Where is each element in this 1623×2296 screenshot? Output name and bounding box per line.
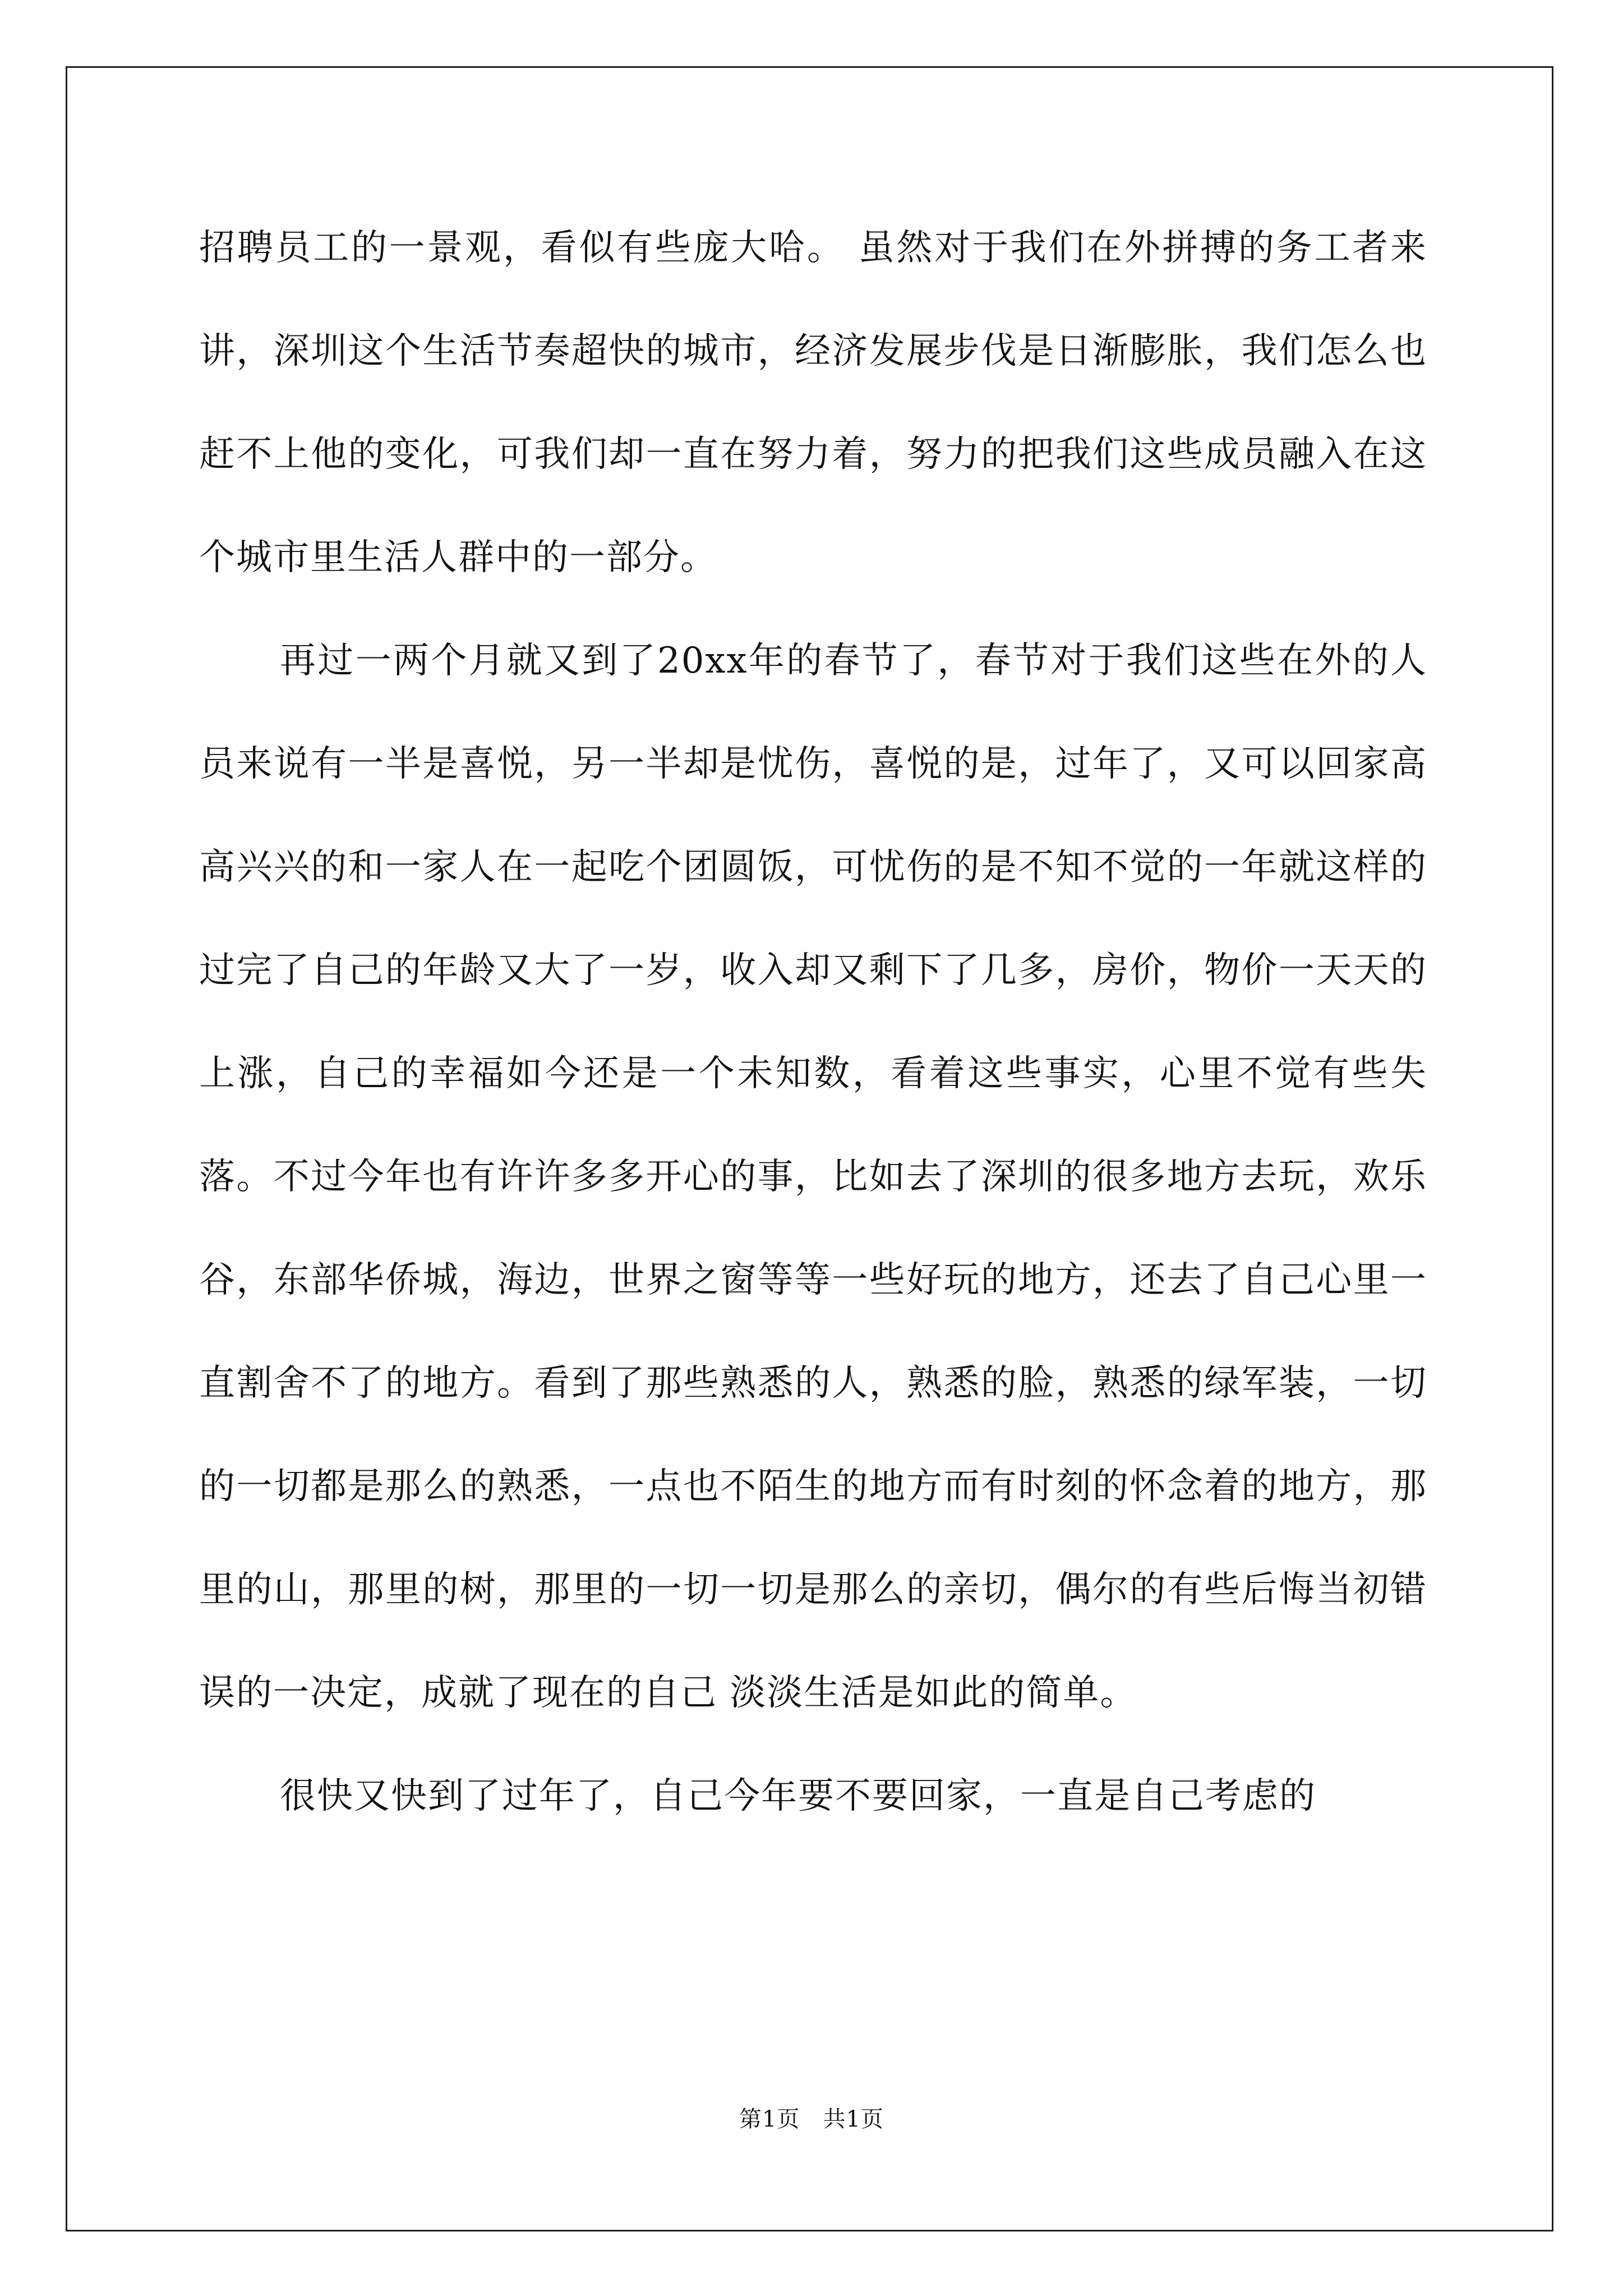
paragraph-1: 招聘员工的一景观，看似有些庞大哈。 虽然对于我们在外拼搏的务工者来讲，深圳这个生活节奏超快的城市，经济发展步伐是日渐膨胀，我们怎么也赶不上他的变化，可我们却一直在努力着，努力的把我们这些成员融入在这个城市里生活人群中的一部分。 [199, 227, 1427, 578]
page-footer: 第1页 共1页 [739, 2106, 884, 2132]
paragraph-2: 再过一两个月就又到了20xx年的春节了，春节对于我们这些在外的人员来说有一半是喜悦，另一半却是忧伤，喜悦的是，过年了，又可以回家高高兴兴的和一家人在一起吃个团圆饭，可忧伤的是不知不觉的一年就这样的过完了自己的年龄又大了一岁，收入却又剩下了几多，房价，物价一天天的上涨，自己的幸福如今还是一个未知数，看着这些事实，心里不觉有些失落。不过今年也有许许多多开心的事，比如去了深圳的很多地方去玩，欢乐谷，东部华侨城，海边，世界之窗等等一些好玩的地方，还去了自己心里一直割舍不了的地方。看到了那些熟悉的人，熟悉的脸，熟悉的绿军装，一切的一切都是那么的熟悉，一点也不陌生的地方而有时刻的怀念着的地方，那里的山，那里的树，那里的一切一切是那么的亲切，偶尔的有些后悔当初错误的一决定，成就了现在的自己 淡淡生活是如此的简单。 [199, 640, 1427, 1714]
paragraph-3: 很快又快到了过年了，自己今年要不要回家，一直是自己考虑的 [280, 1775, 1316, 1817]
document-body [199, 196, 1427, 1848]
